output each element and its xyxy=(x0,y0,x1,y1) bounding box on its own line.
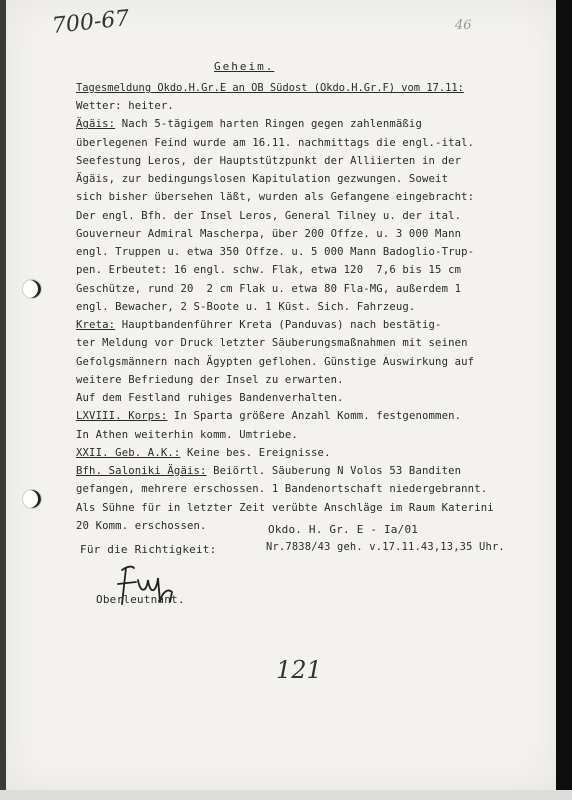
body-line xyxy=(76,155,461,167)
punch-hole-upper xyxy=(22,279,42,299)
body-line xyxy=(76,100,174,112)
body-text: Keine bes. Ereignisse. xyxy=(180,446,331,459)
body-text: überlegenen Feind wurde am 16.11. nachmittags die engl.-ital. xyxy=(76,136,475,149)
body-line xyxy=(76,264,461,276)
body-line xyxy=(76,210,461,222)
handwritten-reference: 700-67 xyxy=(50,6,131,39)
signatory-rank: Oberleutnant. xyxy=(96,593,185,606)
body-text: In Sparta größere Anzahl Komm. festgenommen. xyxy=(167,410,462,423)
classification-title: Geheim. xyxy=(214,60,275,73)
body-line xyxy=(76,283,461,295)
body-line xyxy=(76,410,461,422)
scan-edge-right xyxy=(556,0,572,800)
punch-hole-lower xyxy=(22,489,42,509)
handwritten-page-mark: 46 xyxy=(455,18,472,33)
body-text: Geschütze, rund 20 2 cm Flak u. etwa 80 Fla-MG, außerdem 1 xyxy=(76,282,462,295)
certification-label: Für die Richtigkeit: xyxy=(80,543,217,556)
body-line xyxy=(76,374,344,386)
body-text: sich bisher übersehen läßt, wurden als Gefangene eingebracht: xyxy=(76,191,475,204)
body-line xyxy=(76,118,422,130)
body-line xyxy=(76,319,442,331)
report-subject: Tagesmeldung Okdo.H.Gr.E an OB Südost (Okdo.H.Gr.F) vom 17.11: xyxy=(76,82,464,94)
body-text: pen. Erbeutet: 16 engl. schw. Flak, etwa 120 7,6 bis 15 cm xyxy=(76,264,462,277)
body-text: Nach 5-tägigem harten Ringen gegen zahlenmäßig xyxy=(115,118,422,131)
section-heading: LXVIII. Korps: xyxy=(76,410,168,423)
handwritten-signature xyxy=(110,562,190,614)
body-line xyxy=(76,337,468,349)
body-line xyxy=(76,356,474,368)
body-text: Hauptbandenführer Kreta (Panduvas) nach bestätig- xyxy=(115,319,442,331)
section-heading: XXII. Geb. A.K.: xyxy=(76,446,181,459)
body-text: Der engl. Bfh. der Insel Leros, General Tilney u. der ital. xyxy=(76,209,462,222)
body-line xyxy=(76,520,207,532)
body-line xyxy=(76,246,474,258)
section-heading: Ägäis: xyxy=(76,118,116,131)
body-text: engl. Truppen u. etwa 350 Offze. u. 5 000 Mann Badoglio-Trup- xyxy=(76,246,475,258)
section-heading: Bfh. Saloniki Ägäis: xyxy=(76,465,207,477)
reference-number: Nr.7838/43 geh. v.17.11.43,13,35 Uhr. xyxy=(266,541,505,553)
body-text: Ägäis, zur bedingungslosen Kapitulation gezwungen. Soweit xyxy=(76,173,449,185)
body-line xyxy=(76,465,461,477)
body-text: Gefolgsmännern nach Ägypten geflohen. Günstige Auswirkung auf xyxy=(76,355,475,368)
body-text: weitere Befriedung der Insel zu erwarten. xyxy=(76,373,344,386)
body-line xyxy=(76,429,298,441)
body-text: Als Sühne für in letzter Zeit verübte Anschläge im Raum Katerini xyxy=(76,501,494,514)
body-text: Gouverneur Admiral Mascherpa, über 200 Offze. u. 3 000 Mann xyxy=(76,227,462,240)
body-line xyxy=(76,228,461,240)
body-text: Seefestung Leros, der Hauptstützpunkt der Alliierten in der xyxy=(76,154,462,167)
body-text: gefangen, mehrere erschossen. 1 Bandenortschaft niedergebrannt. xyxy=(76,483,488,496)
section-heading: Kreta: xyxy=(76,319,116,331)
body-text: 20 Komm. erschossen. xyxy=(76,519,207,532)
body-line xyxy=(76,502,494,514)
body-text: Wetter: heiter. xyxy=(76,100,174,112)
office-signature-block: Okdo. H. Gr. E - Ia/01 xyxy=(268,523,419,536)
body-line xyxy=(76,483,487,495)
body-line xyxy=(76,301,415,313)
body-line xyxy=(76,191,474,203)
body-text: engl. Bewacher, 2 S-Boote u. 1 Küst. Sich. Fahrzeug. xyxy=(76,300,416,313)
body-line xyxy=(76,392,344,404)
body-line xyxy=(76,447,331,459)
body-text: In Athen weiterhin komm. Umtriebe. xyxy=(76,428,298,441)
handwritten-page-number: 121 xyxy=(276,656,322,684)
body-text: ter Meldung vor Druck letzter Säuberungsmaßnahmen mit seinen xyxy=(76,337,468,350)
body-line xyxy=(76,173,448,185)
scan-edge-bottom xyxy=(0,790,572,800)
body-line xyxy=(76,137,474,149)
body-text: Auf dem Festland ruhiges Bandenverhalten. xyxy=(76,392,344,404)
body-text: Beiörtl. Säuberung N Volos 53 Banditen xyxy=(206,465,462,477)
